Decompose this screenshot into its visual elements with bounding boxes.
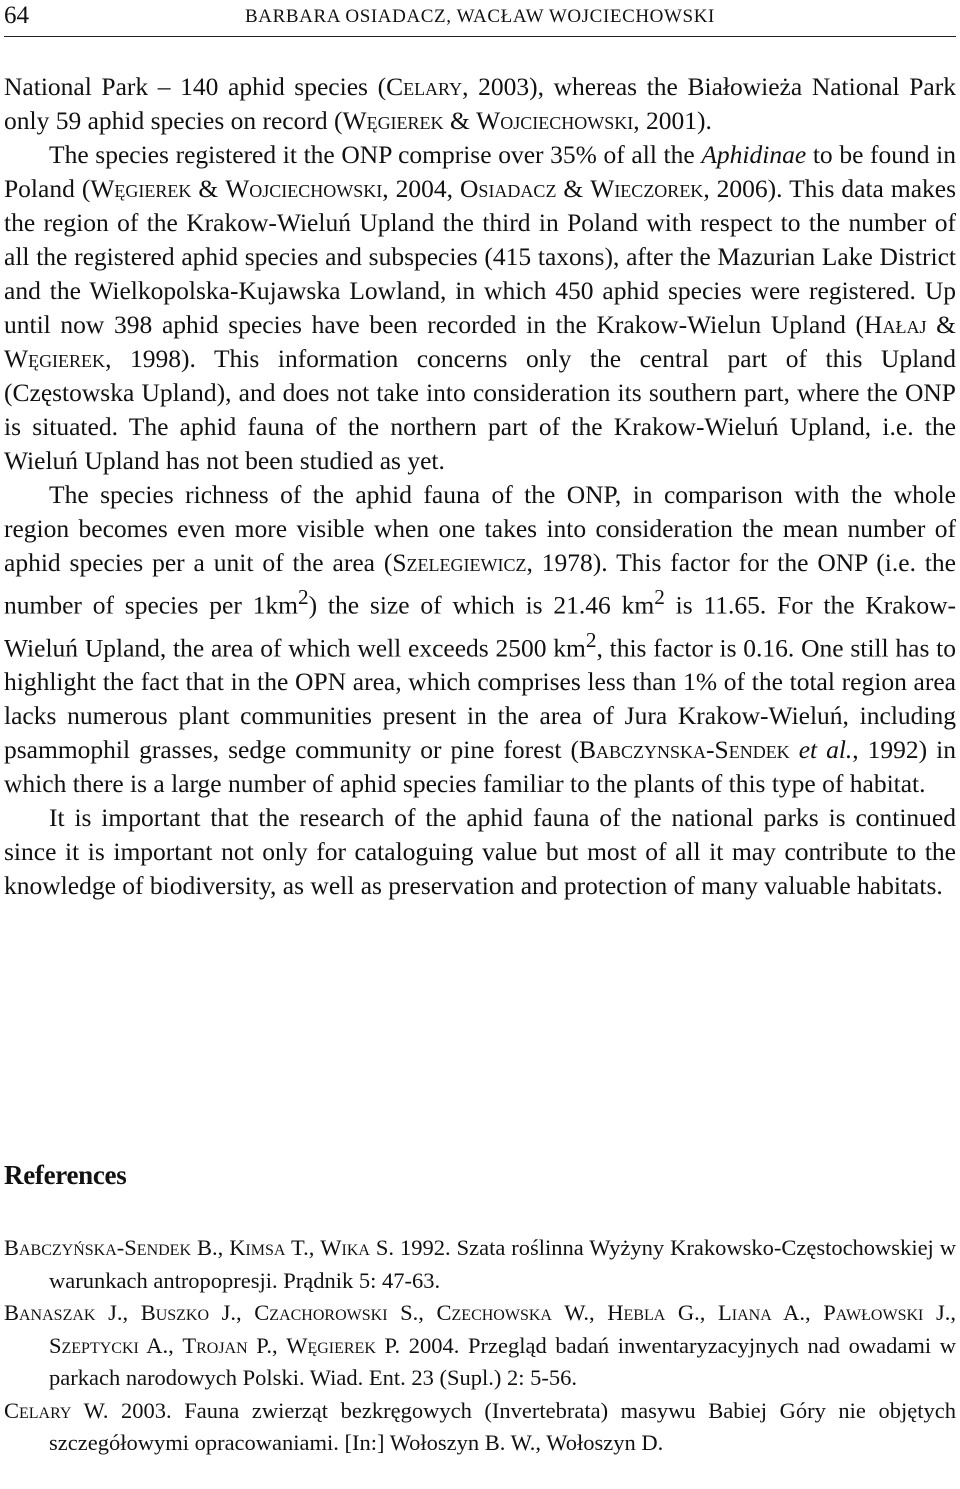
page-number: 64 (4, 2, 29, 29)
reference-item: Banaszak J., Buszko J., Czachorowski S., Czechowska W., Hebla G., Liana A., Pawłowski J., Szeptycki A., Trojan P., Węgierek P. 2004. Przegląd badań inwentaryzacyjnych nad owadami w parkach narodowych Polski. Wiad. Ent. 23 (Supl.) 2: 5-56. (4, 1300, 956, 1390)
references-list (4, 1232, 956, 1460)
reference-item: Celary W. 2003. Fauna zwierząt bezkręgowych (Invertebrata) masywu Babiej Góry nie objętych szczegółowymi opracowaniami. [In:] Wołoszyn B. W., Wołoszyn D. (4, 1397, 956, 1455)
paragraph-3: The species richness of the aphid fauna of the ONP, in comparison with the whole region becomes even more visible when one takes into consideration the mean number of aphid species per a unit of the area (Szelegiewicz, 1978). This factor for the ONP (i.e. the number of species per $1km^2$) the size of which is 21.46 $km^2$ is 11.65. For the Krakow-Wieluń Upland, the area of which well exceeds 2500 $km^2$, this factor is 0.16. One still has to highlight the fact that in the OPN area, which comprises less than 1% of the total region area lacks numerous plant communities present in the area of Jura Krakow-Wieluń, including psammophil grasses, sedge community or pine forest (Babczynska-Sendek et al., 1992) in which there is a large number of aphid species familiar to the plants of this type of habitat. (4, 480, 956, 798)
reference-item: Babczyńska-Sendek B., Kimsa T., Wika S. 1992. Szata roślinna Wyżyny Krakowsko-Częstochowskiej w warunkach antropopresji. Prądnik 5: 47-63. (4, 1235, 957, 1293)
paragraph-1: National Park – 140 aphid species (Celary, 2003), whereas the Białowieża National Park only 59 aphid species on record (Węgierek & Wojciechowski, 2001). (4, 72, 956, 135)
references-heading: References (4, 1160, 127, 1190)
body-text (4, 70, 956, 903)
running-header (4, 0, 956, 37)
paragraph-2: The species registered it the ONP comprise over 35% of all the Aphidinae to be found in Poland (Węgierek & Wojciechowski, 2004, Osiadacz & Wieczorek, 2006). This data makes the region of the Krakow-Wieluń Upland the third in Poland with respect to the number of all the registered aphid species and subspecies (415 taxons), after the Mazurian Lake District and the Wielkopolska-Kujawska Lowland, in which 450 aphid species were registered. Up until now 398 aphid species have been recorded in the Krakow-Wielun Upland (Hałaj & Węgierek, 1998). This information concerns only the central part of this Upland (Częstowska Upland), and does not take into consideration its southern part, where the ONP is situated. The aphid fauna of the northern part of the Krakow-Wieluń Upland, i.e. the Wieluń Upland has not been studied as yet. (4, 140, 956, 475)
running-head-authors: BARBARA OSIADACZ, WACŁAW WOJCIECHOWSKI (245, 6, 715, 27)
paragraph-4: It is important that the research of the aphid fauna of the national parks is continued since it is important not only for cataloguing value but most of all it may contribute to the knowledge of biodiversity, as well as preservation and protection of many valuable habitats. (4, 803, 956, 900)
